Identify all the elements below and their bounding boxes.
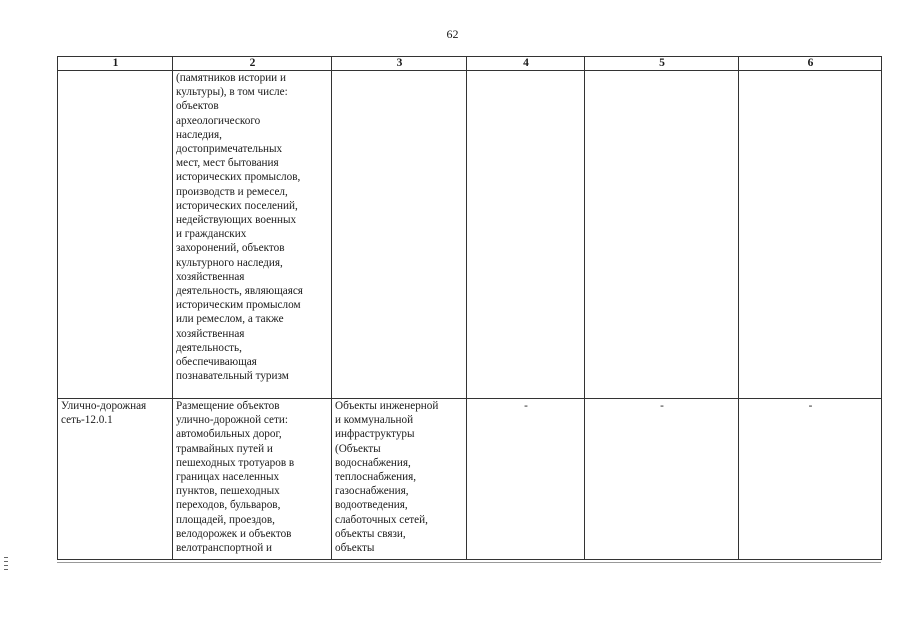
- table-cell-auxiliary-use: [332, 399, 467, 560]
- cell-text: Размещение объектов улично-дорожной сети: автомобильных дорог, трамвайных путей и пешеходных тротуаров в границах населенных пунктов, пешеходных переходов, бульваров, площадей, проездов, велодорожек и объектов велотранспортной и: [176, 400, 295, 555]
- table-row: [58, 71, 882, 399]
- table-cell-col6: [739, 399, 882, 560]
- cell-text: -: [660, 400, 664, 412]
- table-cell-land-use-description: [173, 71, 332, 399]
- table-cell-land-use-name: [58, 399, 173, 560]
- scan-margin-mark: [4, 557, 8, 573]
- cell-text: (памятников истории и культуры), в том числе: объектов археологического наследия, достопримечательных мест, мест бытования исторических промыслов, производств и ремесел, исторических поселений, недействующих военных и гражданских захоронений, объектов культурного наследия, хозяйственная деятельность, являющаяся историческим промыслом или ремеслом, а также хозяйственная деятельность, обеспечивающая познавательный туризм: [176, 72, 303, 383]
- cell-text: -: [808, 400, 813, 412]
- cell-text: Объекты инженерной и коммунальной инфраструктуры (Объекты водоснабжения, теплоснабжения, газоснабжения, водоотведения, слаботочных сетей, объекты связи, объекты: [335, 400, 439, 555]
- table-header-row: [58, 57, 882, 71]
- table-cell-auxiliary-use: [332, 71, 467, 399]
- table-row: [58, 399, 882, 560]
- table-cell-col6: [739, 71, 882, 399]
- column-header-2: 2: [173, 57, 332, 71]
- cell-text: -: [524, 400, 528, 412]
- cell-text: Улично-дорожная сеть-12.0.1: [61, 400, 147, 427]
- table-cell-land-use-description: [173, 399, 332, 560]
- table-cell-col5: [585, 399, 739, 560]
- regulation-table: [57, 56, 882, 560]
- table-cell-col4: [467, 399, 585, 560]
- table-cell-col5: [585, 71, 739, 399]
- page-number: 62: [446, 27, 459, 41]
- column-header-3: 3: [332, 57, 467, 71]
- column-header-5: 5: [585, 57, 739, 71]
- table-bottom-rule: [57, 562, 881, 563]
- table-cell-col4: [467, 71, 585, 399]
- table-cell-land-use-name: [58, 71, 173, 399]
- column-header-1: 1: [58, 57, 173, 71]
- column-header-4: 4: [467, 57, 585, 71]
- column-header-6: 6: [739, 57, 882, 71]
